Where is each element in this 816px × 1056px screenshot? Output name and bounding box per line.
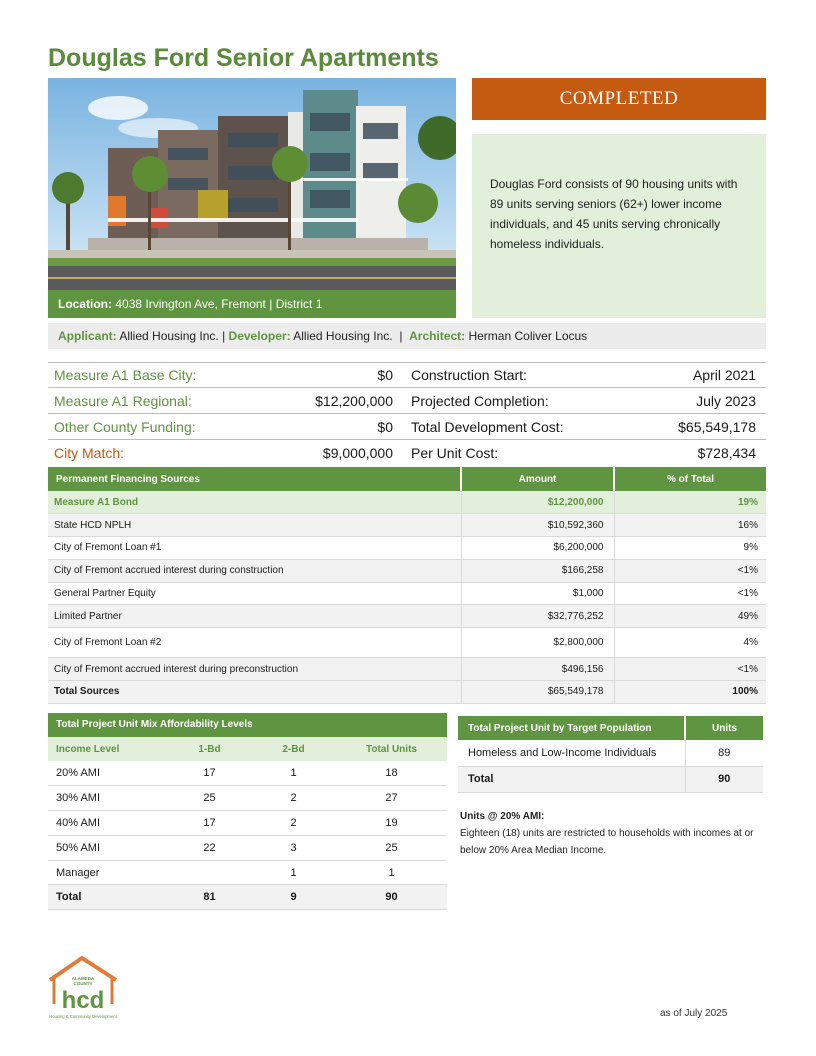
- schedule-value: July 2023: [696, 392, 756, 409]
- source-cell: City of Fremont accrued interest during construction: [48, 559, 461, 582]
- funding-row: [48, 440, 766, 466]
- table-cell: 19: [336, 811, 447, 836]
- percent-cell: 9%: [614, 537, 766, 560]
- target-population-table: [458, 716, 763, 793]
- developer-label: Developer:: [228, 329, 291, 343]
- table-header-row: [48, 467, 766, 491]
- table-cell: 17: [168, 761, 251, 786]
- logo-county-text: COUNTY: [73, 981, 93, 986]
- funding-row: [48, 414, 766, 440]
- schedule-label: Total Development Cost:: [411, 418, 564, 435]
- schedule-label: Per Unit Cost:: [411, 445, 499, 461]
- funding-value: $0: [377, 418, 393, 435]
- table-cell: 27: [336, 786, 447, 811]
- location-bar: [48, 290, 456, 318]
- funding-label: Measure A1 Base City:: [54, 367, 197, 383]
- table-row: [458, 740, 763, 766]
- project-description: [472, 134, 766, 318]
- amount-cell: $12,200,000: [461, 491, 614, 514]
- funding-row: [48, 388, 766, 414]
- funding-label: Other County Funding:: [54, 418, 196, 435]
- percent-cell: <1%: [614, 658, 766, 681]
- house-logo-icon: [46, 956, 122, 1022]
- table-row: [48, 811, 447, 836]
- source-cell: City of Fremont Loan #1: [48, 537, 461, 560]
- percent-cell: 16%: [614, 514, 766, 537]
- funding-label: City Match:: [54, 445, 125, 461]
- location-address: 4038 Irvington Ave, Fremont: [115, 297, 266, 311]
- table-cell: 30% AMI: [48, 786, 168, 811]
- table-cell: 50% AMI: [48, 835, 168, 860]
- table-cell: 22: [168, 835, 251, 860]
- table-header-row: [48, 737, 447, 761]
- column-header: 1-Bd: [168, 737, 251, 761]
- column-header: Total Units: [336, 737, 447, 761]
- funding-label: Measure A1 Regional:: [54, 392, 192, 409]
- table-cell: 1: [251, 860, 336, 885]
- logo-tagline-text: Housing & Community Development: [49, 1014, 117, 1019]
- building-illustration: [48, 78, 456, 290]
- amount-cell: $65,549,178: [461, 681, 614, 704]
- percent-cell: 4%: [614, 628, 766, 658]
- as-of-date: as of July 2025: [660, 1008, 728, 1019]
- table-row: [48, 582, 766, 605]
- table-total-row: [48, 681, 766, 704]
- table-total-row: [48, 885, 447, 910]
- team-separator: |: [222, 329, 226, 343]
- table-cell: 40% AMI: [48, 811, 168, 836]
- amount-cell: $496,156: [461, 658, 614, 681]
- funding-value: $12,200,000: [315, 392, 393, 409]
- funding-row: [48, 362, 766, 388]
- page-title: Douglas Ford Senior Apartments: [48, 44, 439, 72]
- unit-mix-table-container: [48, 713, 447, 910]
- unit-mix-table: [48, 737, 447, 910]
- table-cell: 25: [336, 835, 447, 860]
- table-cell: Homeless and Low-Income Individuals: [458, 740, 685, 766]
- financing-table: [48, 467, 766, 704]
- source-cell: Total Sources: [48, 681, 461, 704]
- percent-cell: <1%: [614, 559, 766, 582]
- source-cell: Measure A1 Bond: [48, 491, 461, 514]
- funding-value: $9,000,000: [322, 445, 393, 461]
- table-cell: 9: [251, 885, 336, 910]
- percent-cell: <1%: [614, 582, 766, 605]
- amount-cell: $32,776,252: [461, 605, 614, 628]
- table-header-row: [458, 716, 763, 740]
- location-label: Location:: [58, 297, 112, 311]
- hcd-logo: [46, 956, 122, 1022]
- source-cell: City of Fremont Loan #2: [48, 628, 461, 658]
- table-row: [48, 860, 447, 885]
- table-row: [48, 537, 766, 560]
- table-cell: 89: [685, 740, 763, 766]
- amount-cell: $2,800,000: [461, 628, 614, 658]
- table-row: [48, 786, 447, 811]
- description-text: Douglas Ford consists of 90 housing units with 89 units serving seniors (62+) lower income individuals, and 45 units serving chronically homeless individuals.: [490, 177, 738, 251]
- column-header: Total Project Unit by Target Population: [458, 716, 685, 740]
- percent-cell: 19%: [614, 491, 766, 514]
- table-row: [48, 559, 766, 582]
- table-cell: 90: [685, 766, 763, 792]
- architect-value: Herman Coliver Locus: [468, 329, 588, 343]
- schedule-value: $65,549,178: [678, 418, 756, 435]
- units-note: [460, 808, 766, 859]
- project-team-bar: [48, 323, 766, 349]
- table-cell: 2: [251, 811, 336, 836]
- source-cell: Limited Partner: [48, 605, 461, 628]
- table-row: [48, 491, 766, 514]
- amount-cell: $166,258: [461, 559, 614, 582]
- applicant-label: Applicant:: [58, 329, 117, 343]
- note-title: Units @ 20% AMI:: [460, 811, 545, 822]
- developer-value: Allied Housing Inc.: [293, 329, 393, 343]
- table-cell: [168, 860, 251, 885]
- column-header: Income Level: [48, 737, 168, 761]
- team-separator: |: [399, 329, 403, 343]
- table-row: [48, 761, 447, 786]
- table-cell: 25: [168, 786, 251, 811]
- schedule-value: $728,434: [697, 445, 756, 461]
- location-separator: |: [269, 297, 273, 311]
- table-cell: Manager: [48, 860, 168, 885]
- table-cell: 1: [336, 860, 447, 885]
- table-row: [48, 658, 766, 681]
- percent-cell: 100%: [614, 681, 766, 704]
- schedule-label: Projected Completion:: [411, 392, 549, 409]
- applicant-value: Allied Housing Inc.: [119, 329, 219, 343]
- table-cell: Total: [458, 766, 685, 792]
- table-row: [48, 605, 766, 628]
- status-badge: COMPLETED: [472, 78, 766, 120]
- funding-summary: [48, 362, 766, 466]
- funding-value: $0: [377, 367, 393, 383]
- column-header: Amount: [461, 467, 614, 491]
- column-header: 2-Bd: [251, 737, 336, 761]
- column-header: % of Total: [614, 467, 766, 491]
- percent-cell: 49%: [614, 605, 766, 628]
- table-cell: 81: [168, 885, 251, 910]
- table-cell: Total: [48, 885, 168, 910]
- table-cell: 20% AMI: [48, 761, 168, 786]
- table-total-row: [458, 766, 763, 792]
- table-cell: 18: [336, 761, 447, 786]
- table-row: [48, 835, 447, 860]
- amount-cell: $6,200,000: [461, 537, 614, 560]
- table-cell: 3: [251, 835, 336, 860]
- note-text: Eighteen (18) units are restricted to households with incomes at or below 20% Area Median Income.: [460, 828, 754, 856]
- table-cell: 2: [251, 786, 336, 811]
- table-row: [48, 514, 766, 537]
- table-cell: 17: [168, 811, 251, 836]
- schedule-label: Construction Start:: [411, 367, 527, 383]
- unit-mix-caption: Total Project Unit Mix Affordability Levels: [48, 713, 447, 737]
- logo-county-text: ALAMEDA: [71, 976, 95, 981]
- table-row: [48, 628, 766, 658]
- source-cell: General Partner Equity: [48, 582, 461, 605]
- column-header: Units: [685, 716, 763, 740]
- schedule-value: April 2021: [692, 367, 756, 383]
- logo-mark-text: hcd: [61, 987, 105, 1014]
- source-cell: State HCD NPLH: [48, 514, 461, 537]
- amount-cell: $1,000: [461, 582, 614, 605]
- source-cell: City of Fremont accrued interest during preconstruction: [48, 658, 461, 681]
- column-header: Permanent Financing Sources: [48, 467, 461, 491]
- amount-cell: $10,592,360: [461, 514, 614, 537]
- table-cell: 1: [251, 761, 336, 786]
- table-cell: 90: [336, 885, 447, 910]
- building-rendering-image: [48, 78, 456, 290]
- architect-label: Architect:: [409, 329, 466, 343]
- location-district: District 1: [275, 297, 323, 311]
